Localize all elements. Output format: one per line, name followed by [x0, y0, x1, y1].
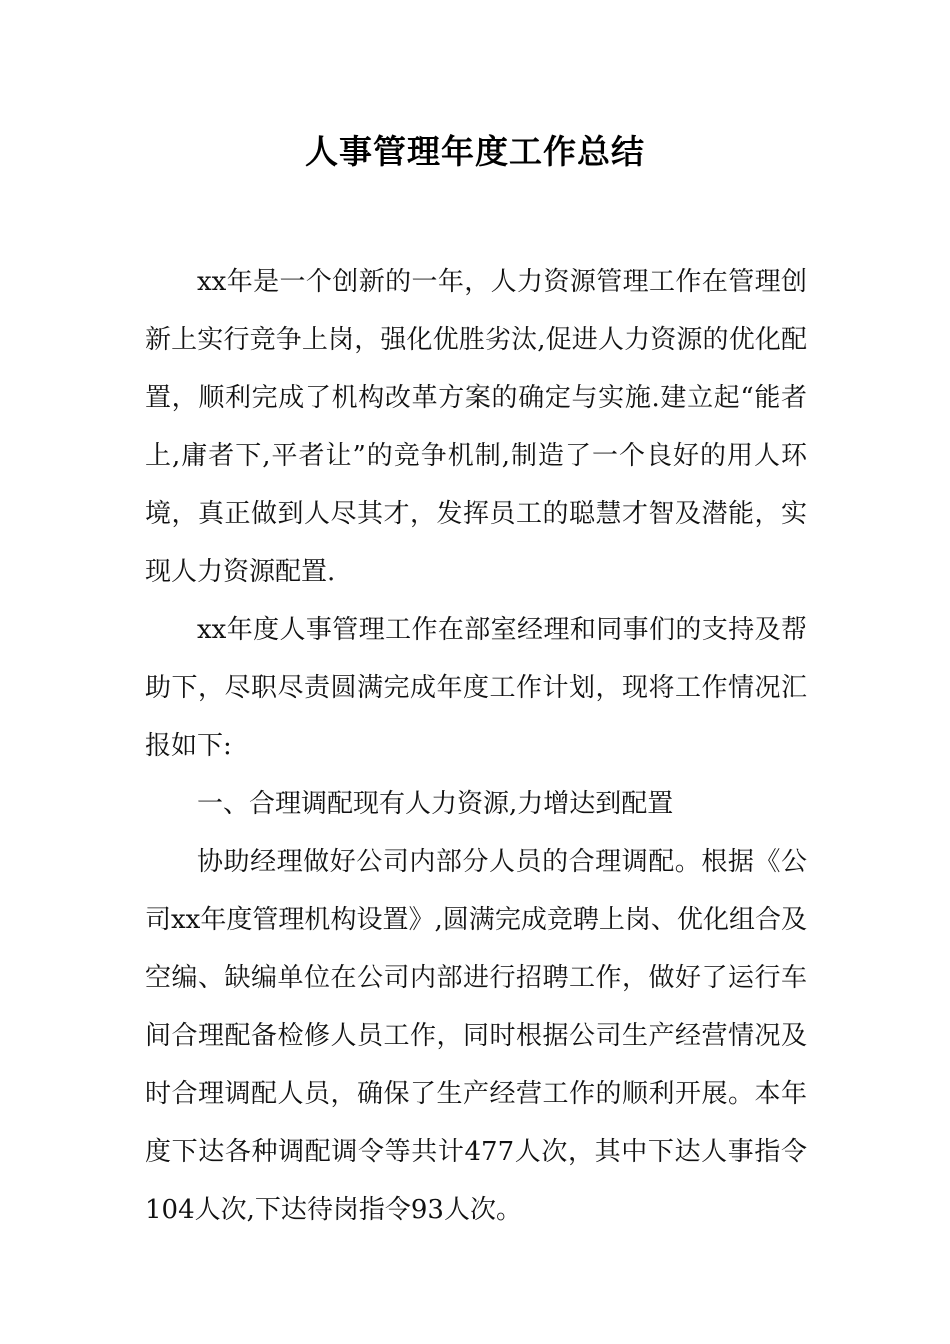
- document-title: 人事管理年度工作总结: [305, 132, 645, 171]
- paragraph-summary: xx年度人事管理工作在部室经理和同事们的支持及帮助下，尽职尽责圆满完成年度工作计划，现将工作情况汇报如下:: [145, 615, 807, 761]
- paragraph-section-1: 协助经理做好公司内部分人员的合理调配。根据《公司xx年度管理机构设置》,圆满完成竞聘上岗、优化组合及空编、缺编单位在公司内部进行招聘工作，做好了运行车间合理配备检修人员工作，同时根据公司生产经营情况及时合理调配人员，确保了生产经营工作的顺利开展。本年度下达各种调配调令等共计477人次，其中下达人事指令104人次,下达待岗指令93人次。: [145, 847, 807, 1225]
- paragraph-intro: xx年是一个创新的一年，人力资源管理工作在管理创新上实行竞争上岗，强化优胜劣汰,促进人力资源的优化配置，顺利完成了机构改革方案的确定与实施.建立起“能者上,庸者下,平者让”的竞争机制,制造了一个良好的用人环境，真正做到人尽其才，发挥员工的聪慧才智及潜能，实现人力资源配置.: [145, 267, 807, 587]
- document-body: [145, 253, 807, 1239]
- section-heading-1: 一、合理调配现有人力资源,力增达到配置: [197, 789, 674, 819]
